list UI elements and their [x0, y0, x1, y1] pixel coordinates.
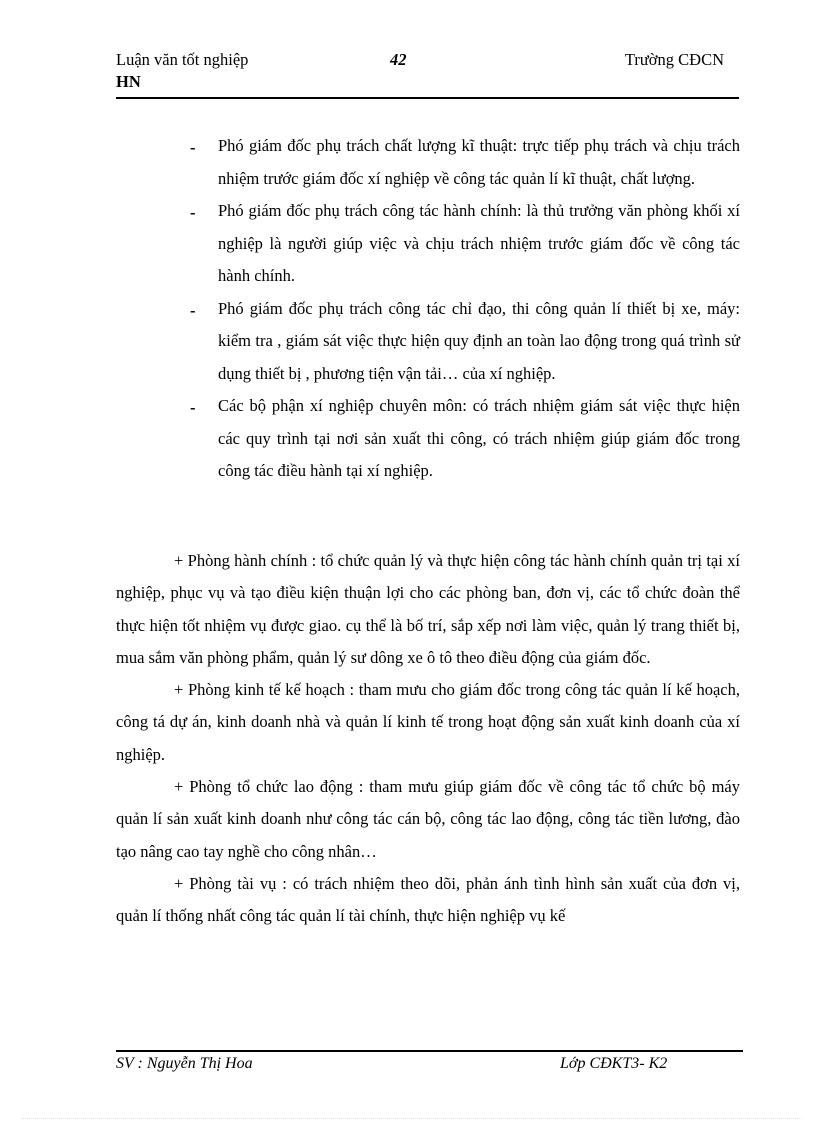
paragraph-labor-dept: + Phòng tổ chức lao động : tham mưu giúp giám đốc về công tác tổ chức bộ máy quản lí sản xuất kinh doanh như công tác cán bộ, công tác lao động, công tác tiền lương, đào tạo nâng cao tay nghề cho công nhân… — [116, 777, 740, 861]
bullet-list — [190, 130, 740, 488]
header-thesis-title: Luận văn tốt nghiệp — [116, 50, 249, 69]
header-rule — [116, 97, 739, 99]
header-school-suffix: HN — [116, 72, 141, 91]
list-item-text: Phó giám đốc phụ trách công tác chỉ đạo, thi công quản lí thiết bị xe, máy: kiểm tra , giám sát việc thực hiện quy định an toàn lao động trong quá trình sử dụng thiết bị , phương tiện vận tải… của xí nghiệp. — [218, 298, 740, 383]
list-item-text: Phó giám đốc phụ trách chất lượng kĩ thuật: trực tiếp phụ trách và chịu trách nhiệm trước giám đốc xí nghiệp về công tác quản lí kĩ thuật, chất lượng. — [218, 136, 740, 188]
page-edge-divider — [22, 1118, 802, 1119]
bullet-marker: - — [190, 138, 196, 157]
list-item — [190, 293, 740, 391]
list-item — [190, 390, 740, 488]
bullet-marker: - — [190, 398, 196, 417]
header-school-name: Trường CĐCN — [624, 50, 724, 69]
list-item-text: Các bộ phận xí nghiệp chuyên môn: có trách nhiệm giám sát việc thực hiện các quy trình tại nơi sản xuất thi công, có trách nhiệm giúp giám đốc trong công tác điều hành tại xí nghiệp. — [218, 396, 740, 480]
footer-student-name: SV : Nguyễn Thị Hoa — [116, 1055, 253, 1072]
page-header — [116, 49, 738, 93]
page-footer — [116, 1055, 743, 1079]
bullet-marker: - — [190, 203, 196, 222]
footer-class-name: Lớp CĐKT3- K2 — [560, 1055, 668, 1072]
list-item — [190, 130, 740, 195]
list-item-text: Phó giám đốc phụ trách công tác hành chính: là thủ trưởng văn phòng khối xí nghiệp là người giúp việc và chịu trách nhiệm trước giám đốc về công tác hành chính. — [218, 201, 740, 285]
footer-rule — [116, 1050, 743, 1052]
page-number: 42 — [390, 50, 407, 69]
body-paragraphs — [116, 545, 740, 933]
paragraph-planning-dept: + Phòng kinh tế kế hoạch : tham mưu cho giám đốc trong công tác quản lí kế hoạch, công tá dự án, kinh doanh nhà và quản lí kinh tế trong hoạt động sản xuất kinh doanh của xí nghiệp. — [116, 680, 740, 764]
paragraph-finance-dept: + Phòng tài vụ : có trách nhiệm theo dõi, phản ánh tình hình sản xuất của đơn vị, quản lí thống nhất công tác quản lí tài chính, thực hiện nghiệp vụ kế — [116, 873, 740, 926]
paragraph-admin-dept: + Phòng hành chính : tổ chức quản lý và thực hiện công tác hành chính quản trị tại xí nghiệp, phục vụ và tạo điều kiện thuận lợi cho các phòng ban, đơn vị, các tổ chức đoàn thể thực hiện tốt nhiệm vụ được giao. cụ thể là bố trí, sắp xếp nơi làm việc, quản lý trang thiết bị, mua sắm văn phòng phẩm, quản lý sư dông xe ô tô theo điều động của giám đốc. — [116, 551, 740, 667]
list-item — [190, 195, 740, 293]
bullet-marker: - — [190, 300, 196, 320]
